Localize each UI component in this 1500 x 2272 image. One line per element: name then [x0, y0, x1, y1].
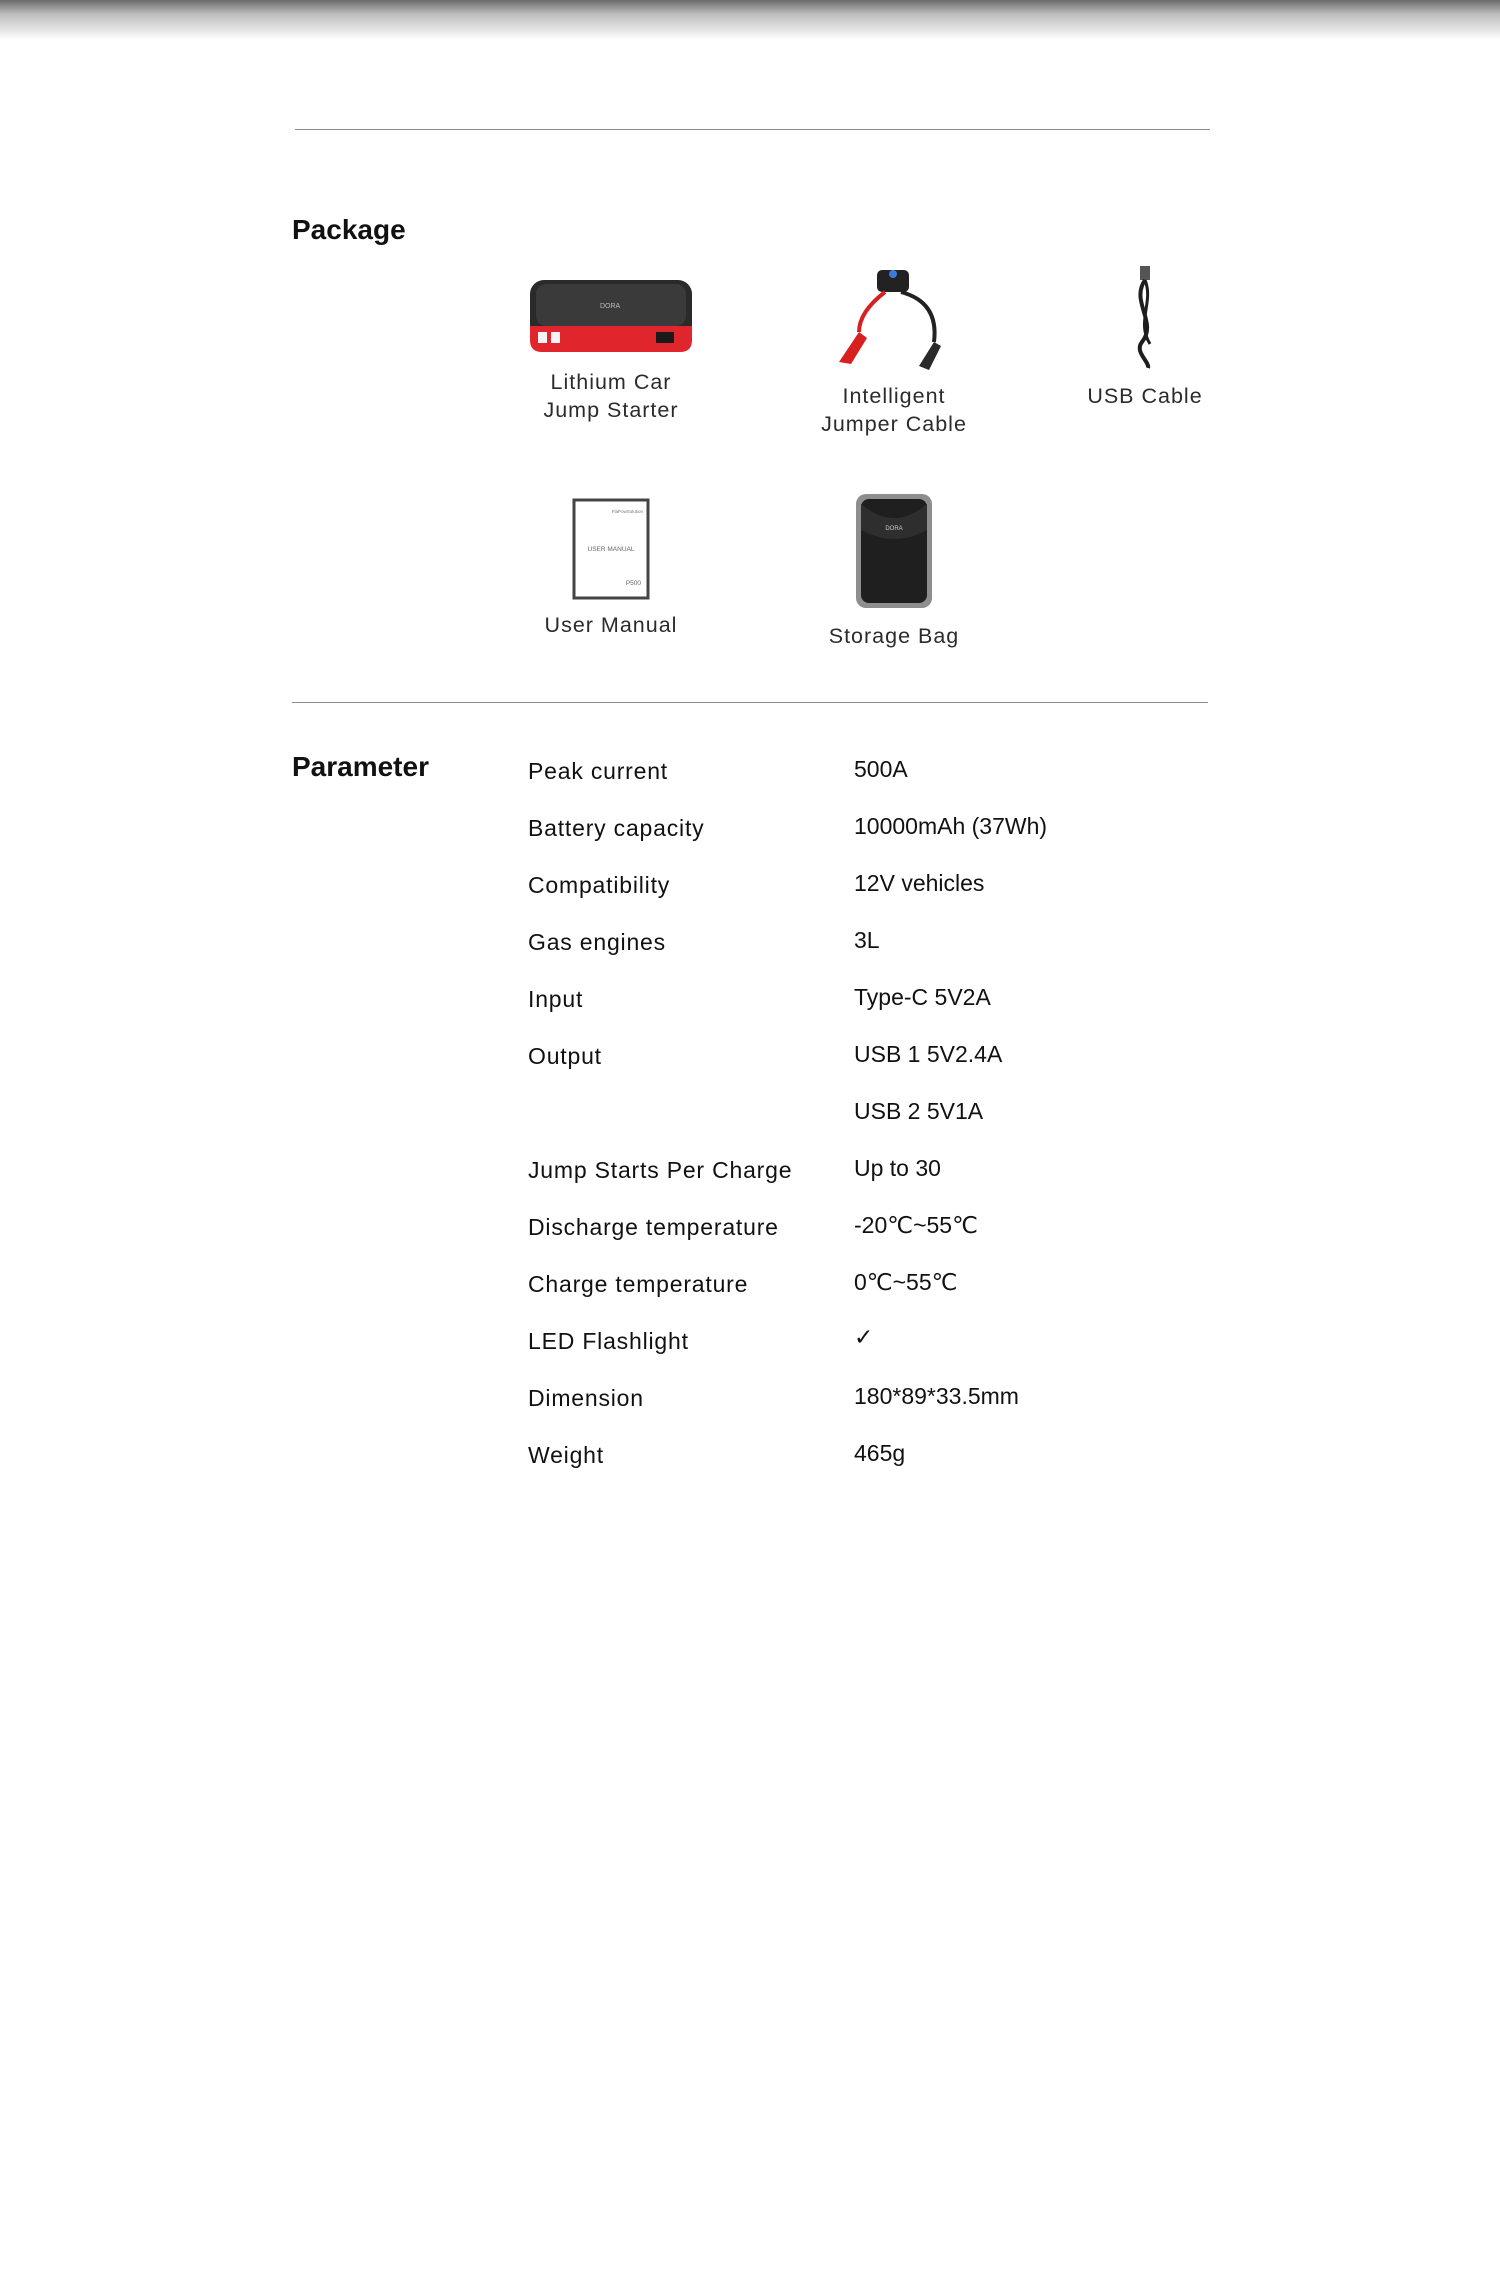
- parameter-name: Dimension: [528, 1385, 644, 1411]
- parameter-row: [0, 1442, 1500, 1482]
- parameter-name: Discharge temperature: [528, 1214, 779, 1240]
- parameter-row: [0, 815, 1500, 855]
- package-title: Package: [292, 214, 406, 245]
- svg-text:DORA: DORA: [600, 303, 621, 310]
- parameter-name: LED Flashlight: [528, 1328, 689, 1354]
- top-shadow-bar: [0, 0, 1500, 40]
- parameter-name: Gas engines: [528, 929, 666, 955]
- parameter-name: Compatibility: [528, 872, 671, 898]
- top-divider: [295, 129, 1210, 130]
- parameter-name: Battery capacity: [528, 815, 705, 841]
- svg-text:P500: P500: [625, 580, 641, 587]
- parameter-name: Output: [528, 1043, 602, 1069]
- parameter-name: Input: [528, 986, 584, 1012]
- parameter-row: [0, 1100, 1500, 1140]
- user-manual-image: [571, 497, 651, 601]
- package-item-label: USB Cable: [1087, 384, 1203, 408]
- parameter-value: USB 2 5V1A: [854, 1098, 984, 1124]
- parameter-value: Type-C 5V2A: [854, 984, 991, 1010]
- parameter-value: 10000mAh (37Wh): [854, 813, 1048, 839]
- parameter-row: [0, 1157, 1500, 1197]
- parameter-value: USB 1 5V2.4A: [854, 1041, 1003, 1067]
- package-item-label: Intelligent Jumper Cable: [821, 384, 967, 436]
- package-item-label: Lithium Car Jump Starter: [543, 370, 679, 422]
- package-item-user-manual: [511, 497, 711, 639]
- parameter-value: -20℃~55℃: [854, 1212, 978, 1238]
- package-item-storage-bag: [794, 490, 994, 650]
- jump-starter-image: [526, 274, 696, 358]
- parameter-row: [0, 1324, 1500, 1368]
- parameter-value: 180*89*33.5mm: [854, 1383, 1019, 1409]
- parameter-value: 3L: [854, 927, 880, 953]
- parameter-name: Peak current: [528, 758, 668, 784]
- package-item-label: Storage Bag: [828, 624, 960, 648]
- svg-text:USER MANUAL: USER MANUAL: [587, 546, 635, 553]
- parameter-value: Up to 30: [854, 1155, 941, 1181]
- check-icon: ✓: [854, 1324, 874, 1350]
- parameter-value: 0℃~55℃: [854, 1269, 958, 1295]
- svg-text:DORA: DORA: [885, 526, 903, 532]
- parameter-row: [0, 1214, 1500, 1254]
- parameter-value: 500A: [854, 756, 908, 782]
- parameter-title: Parameter: [292, 751, 429, 782]
- storage-bag-image: [852, 490, 936, 612]
- package-item-usb-cable: [1060, 262, 1230, 410]
- parameter-row: [0, 1385, 1500, 1425]
- parameter-row: [0, 872, 1500, 912]
- parameter-row: [0, 929, 1500, 969]
- jumper-cable-image: [829, 262, 959, 372]
- parameter-row: [0, 1043, 1500, 1083]
- parameter-row: [0, 758, 1500, 798]
- parameter-name: Jump Starts Per Charge: [528, 1157, 793, 1183]
- parameter-value: 12V vehicles: [854, 870, 985, 896]
- package-item-jump-starter: [511, 274, 711, 424]
- usb-cable-image: [1120, 262, 1170, 372]
- parameter-name: Charge temperature: [528, 1271, 749, 1297]
- section-divider: [292, 702, 1208, 703]
- package-item-jumper-cable: [794, 262, 994, 438]
- parameter-value: 465g: [854, 1440, 906, 1466]
- package-item-label: User Manual: [544, 613, 678, 637]
- parameter-row: [0, 1271, 1500, 1311]
- svg-text:FlaPowSolution: FlaPowSolution: [611, 509, 643, 514]
- parameter-row: [0, 986, 1500, 1026]
- parameter-name: Weight: [528, 1442, 604, 1468]
